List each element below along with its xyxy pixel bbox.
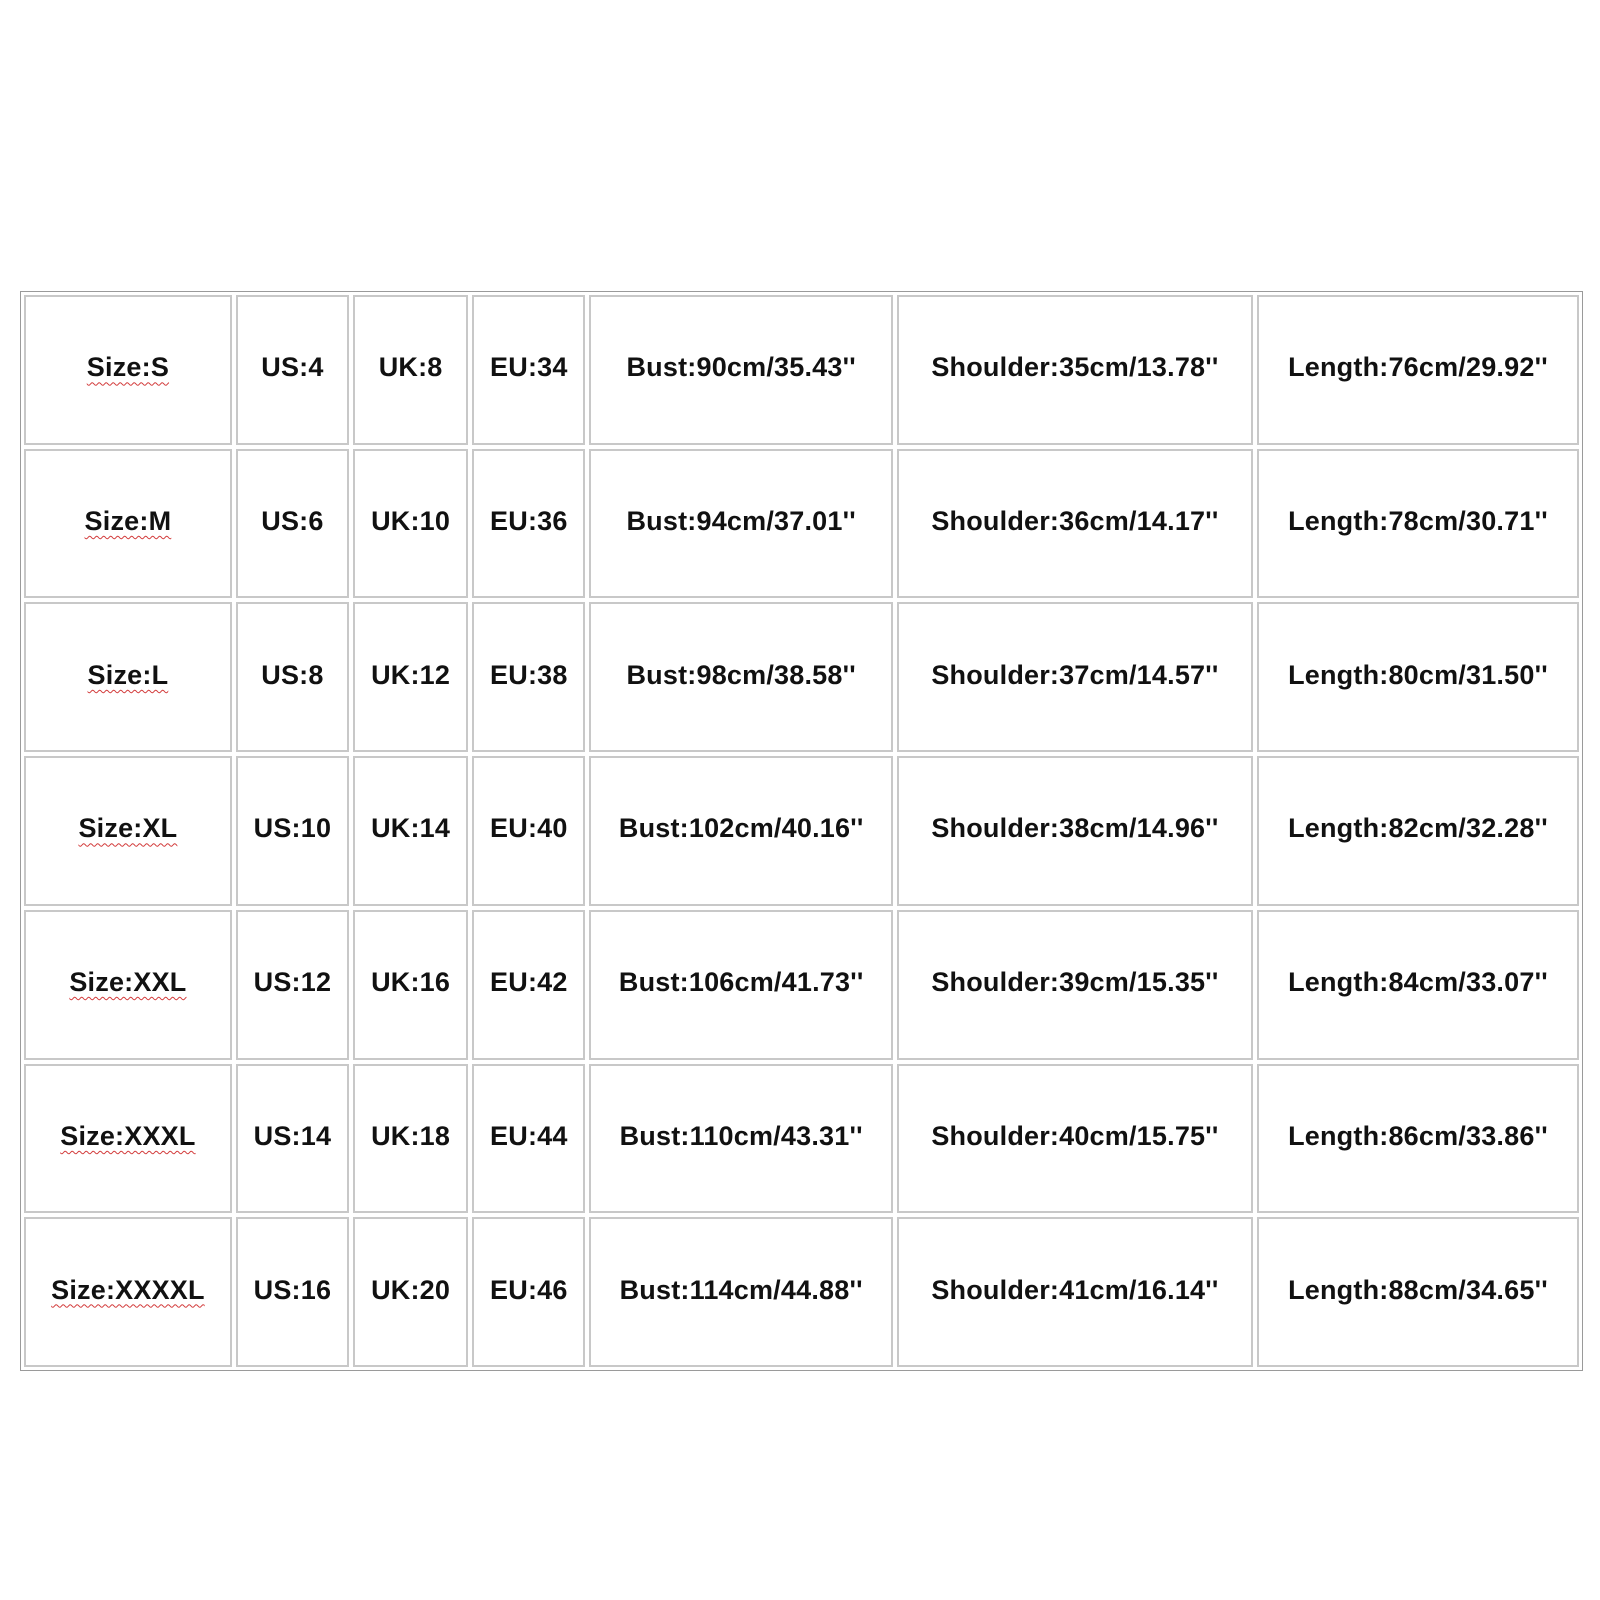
eu-size-cell-text: EU:40 <box>490 813 568 844</box>
eu-size-cell <box>472 910 585 1060</box>
us-size-cell-text: US:10 <box>253 813 332 844</box>
us-size-cell-text: US:14 <box>253 1120 332 1151</box>
size-table <box>20 291 1583 1371</box>
length-cell-text: Length:76cm/29.92'' <box>1288 352 1548 383</box>
size-cell-text: Size:M <box>84 506 172 537</box>
eu-size-cell <box>472 449 585 599</box>
shoulder-cell-text: Shoulder:41cm/16.14'' <box>931 1274 1219 1305</box>
us-size-cell-text: US:4 <box>261 352 324 383</box>
size-cell <box>24 1217 232 1367</box>
uk-size-cell <box>353 1064 468 1214</box>
eu-size-cell-text: EU:38 <box>490 659 568 690</box>
size-cell <box>24 449 232 599</box>
uk-size-cell-text: UK:8 <box>378 352 443 383</box>
table-row <box>24 756 1579 906</box>
length-cell <box>1257 449 1579 599</box>
eu-size-cell-text: EU:46 <box>490 1274 568 1305</box>
size-cell-text: Size:S <box>86 352 170 383</box>
eu-size-cell-text: EU:44 <box>490 1120 568 1151</box>
uk-size-cell <box>353 756 468 906</box>
bust-cell-text: Bust:106cm/41.73'' <box>618 967 864 998</box>
shoulder-cell-text: Shoulder:40cm/15.75'' <box>931 1120 1219 1151</box>
shoulder-cell <box>897 756 1253 906</box>
us-size-cell <box>236 910 349 1060</box>
size-chart <box>20 291 1583 1371</box>
us-size-cell-text: US:16 <box>253 1274 332 1305</box>
us-size-cell <box>236 295 349 445</box>
bust-cell <box>589 910 893 1060</box>
eu-size-cell-text: EU:42 <box>490 967 568 998</box>
eu-size-cell <box>472 756 585 906</box>
length-cell-text: Length:84cm/33.07'' <box>1288 967 1548 998</box>
bust-cell-text: Bust:110cm/43.31'' <box>619 1120 863 1151</box>
table-row <box>24 295 1579 445</box>
bust-cell <box>589 1064 893 1214</box>
us-size-cell-text: US:12 <box>253 967 332 998</box>
table-row <box>24 449 1579 599</box>
size-cell-text: Size:XXL <box>69 967 187 998</box>
uk-size-cell <box>353 1217 468 1367</box>
length-cell <box>1257 756 1579 906</box>
shoulder-cell-text: Shoulder:37cm/14.57'' <box>931 659 1219 690</box>
us-size-cell <box>236 756 349 906</box>
bust-cell-text: Bust:98cm/38.58'' <box>626 659 856 690</box>
length-cell-text: Length:78cm/30.71'' <box>1288 506 1548 537</box>
us-size-cell <box>236 1217 349 1367</box>
eu-size-cell-text: EU:36 <box>490 506 568 537</box>
uk-size-cell-text: UK:12 <box>371 659 451 690</box>
table-row <box>24 910 1579 1060</box>
length-cell-text: Length:86cm/33.86'' <box>1288 1120 1548 1151</box>
us-size-cell <box>236 1064 349 1214</box>
size-cell <box>24 602 232 752</box>
length-cell <box>1257 295 1579 445</box>
us-size-cell <box>236 602 349 752</box>
size-cell <box>24 1064 232 1214</box>
bust-cell-text: Bust:102cm/40.16'' <box>618 813 864 844</box>
size-cell-text: Size:XXXXL <box>51 1274 205 1305</box>
shoulder-cell <box>897 1217 1253 1367</box>
uk-size-cell <box>353 295 468 445</box>
bust-cell <box>589 449 893 599</box>
shoulder-cell <box>897 1064 1253 1214</box>
uk-size-cell <box>353 910 468 1060</box>
shoulder-cell-text: Shoulder:38cm/14.96'' <box>931 813 1219 844</box>
size-table-body <box>24 295 1579 1367</box>
bust-cell <box>589 295 893 445</box>
table-row <box>24 1064 1579 1214</box>
size-cell-text: Size:L <box>87 659 169 690</box>
us-size-cell-text: US:6 <box>261 506 324 537</box>
eu-size-cell-text: EU:34 <box>490 352 568 383</box>
shoulder-cell-text: Shoulder:35cm/13.78'' <box>931 352 1219 383</box>
size-cell-text: Size:XXXL <box>60 1120 196 1151</box>
size-cell <box>24 295 232 445</box>
size-cell-text: Size:XL <box>78 813 178 844</box>
size-cell <box>24 910 232 1060</box>
shoulder-cell <box>897 602 1253 752</box>
eu-size-cell <box>472 1217 585 1367</box>
length-cell-text: Length:80cm/31.50'' <box>1288 659 1548 690</box>
bust-cell-text: Bust:90cm/35.43'' <box>626 352 856 383</box>
us-size-cell <box>236 449 349 599</box>
uk-size-cell-text: UK:20 <box>371 1274 451 1305</box>
length-cell <box>1257 1064 1579 1214</box>
eu-size-cell <box>472 1064 585 1214</box>
length-cell-text: Length:88cm/34.65'' <box>1288 1274 1548 1305</box>
size-cell <box>24 756 232 906</box>
shoulder-cell <box>897 295 1253 445</box>
bust-cell <box>589 756 893 906</box>
length-cell <box>1257 1217 1579 1367</box>
shoulder-cell-text: Shoulder:39cm/15.35'' <box>931 967 1219 998</box>
length-cell-text: Length:82cm/32.28'' <box>1288 813 1548 844</box>
eu-size-cell <box>472 602 585 752</box>
table-row <box>24 1217 1579 1367</box>
shoulder-cell-text: Shoulder:36cm/14.17'' <box>931 506 1219 537</box>
table-row <box>24 602 1579 752</box>
uk-size-cell <box>353 449 468 599</box>
eu-size-cell <box>472 295 585 445</box>
bust-cell-text: Bust:94cm/37.01'' <box>626 506 856 537</box>
us-size-cell-text: US:8 <box>261 659 324 690</box>
uk-size-cell-text: UK:16 <box>371 967 451 998</box>
bust-cell-text: Bust:114cm/44.88'' <box>619 1274 863 1305</box>
length-cell <box>1257 602 1579 752</box>
uk-size-cell <box>353 602 468 752</box>
bust-cell <box>589 602 893 752</box>
length-cell <box>1257 910 1579 1060</box>
uk-size-cell-text: UK:10 <box>371 506 451 537</box>
uk-size-cell-text: UK:14 <box>371 813 451 844</box>
shoulder-cell <box>897 449 1253 599</box>
uk-size-cell-text: UK:18 <box>371 1120 451 1151</box>
shoulder-cell <box>897 910 1253 1060</box>
bust-cell <box>589 1217 893 1367</box>
